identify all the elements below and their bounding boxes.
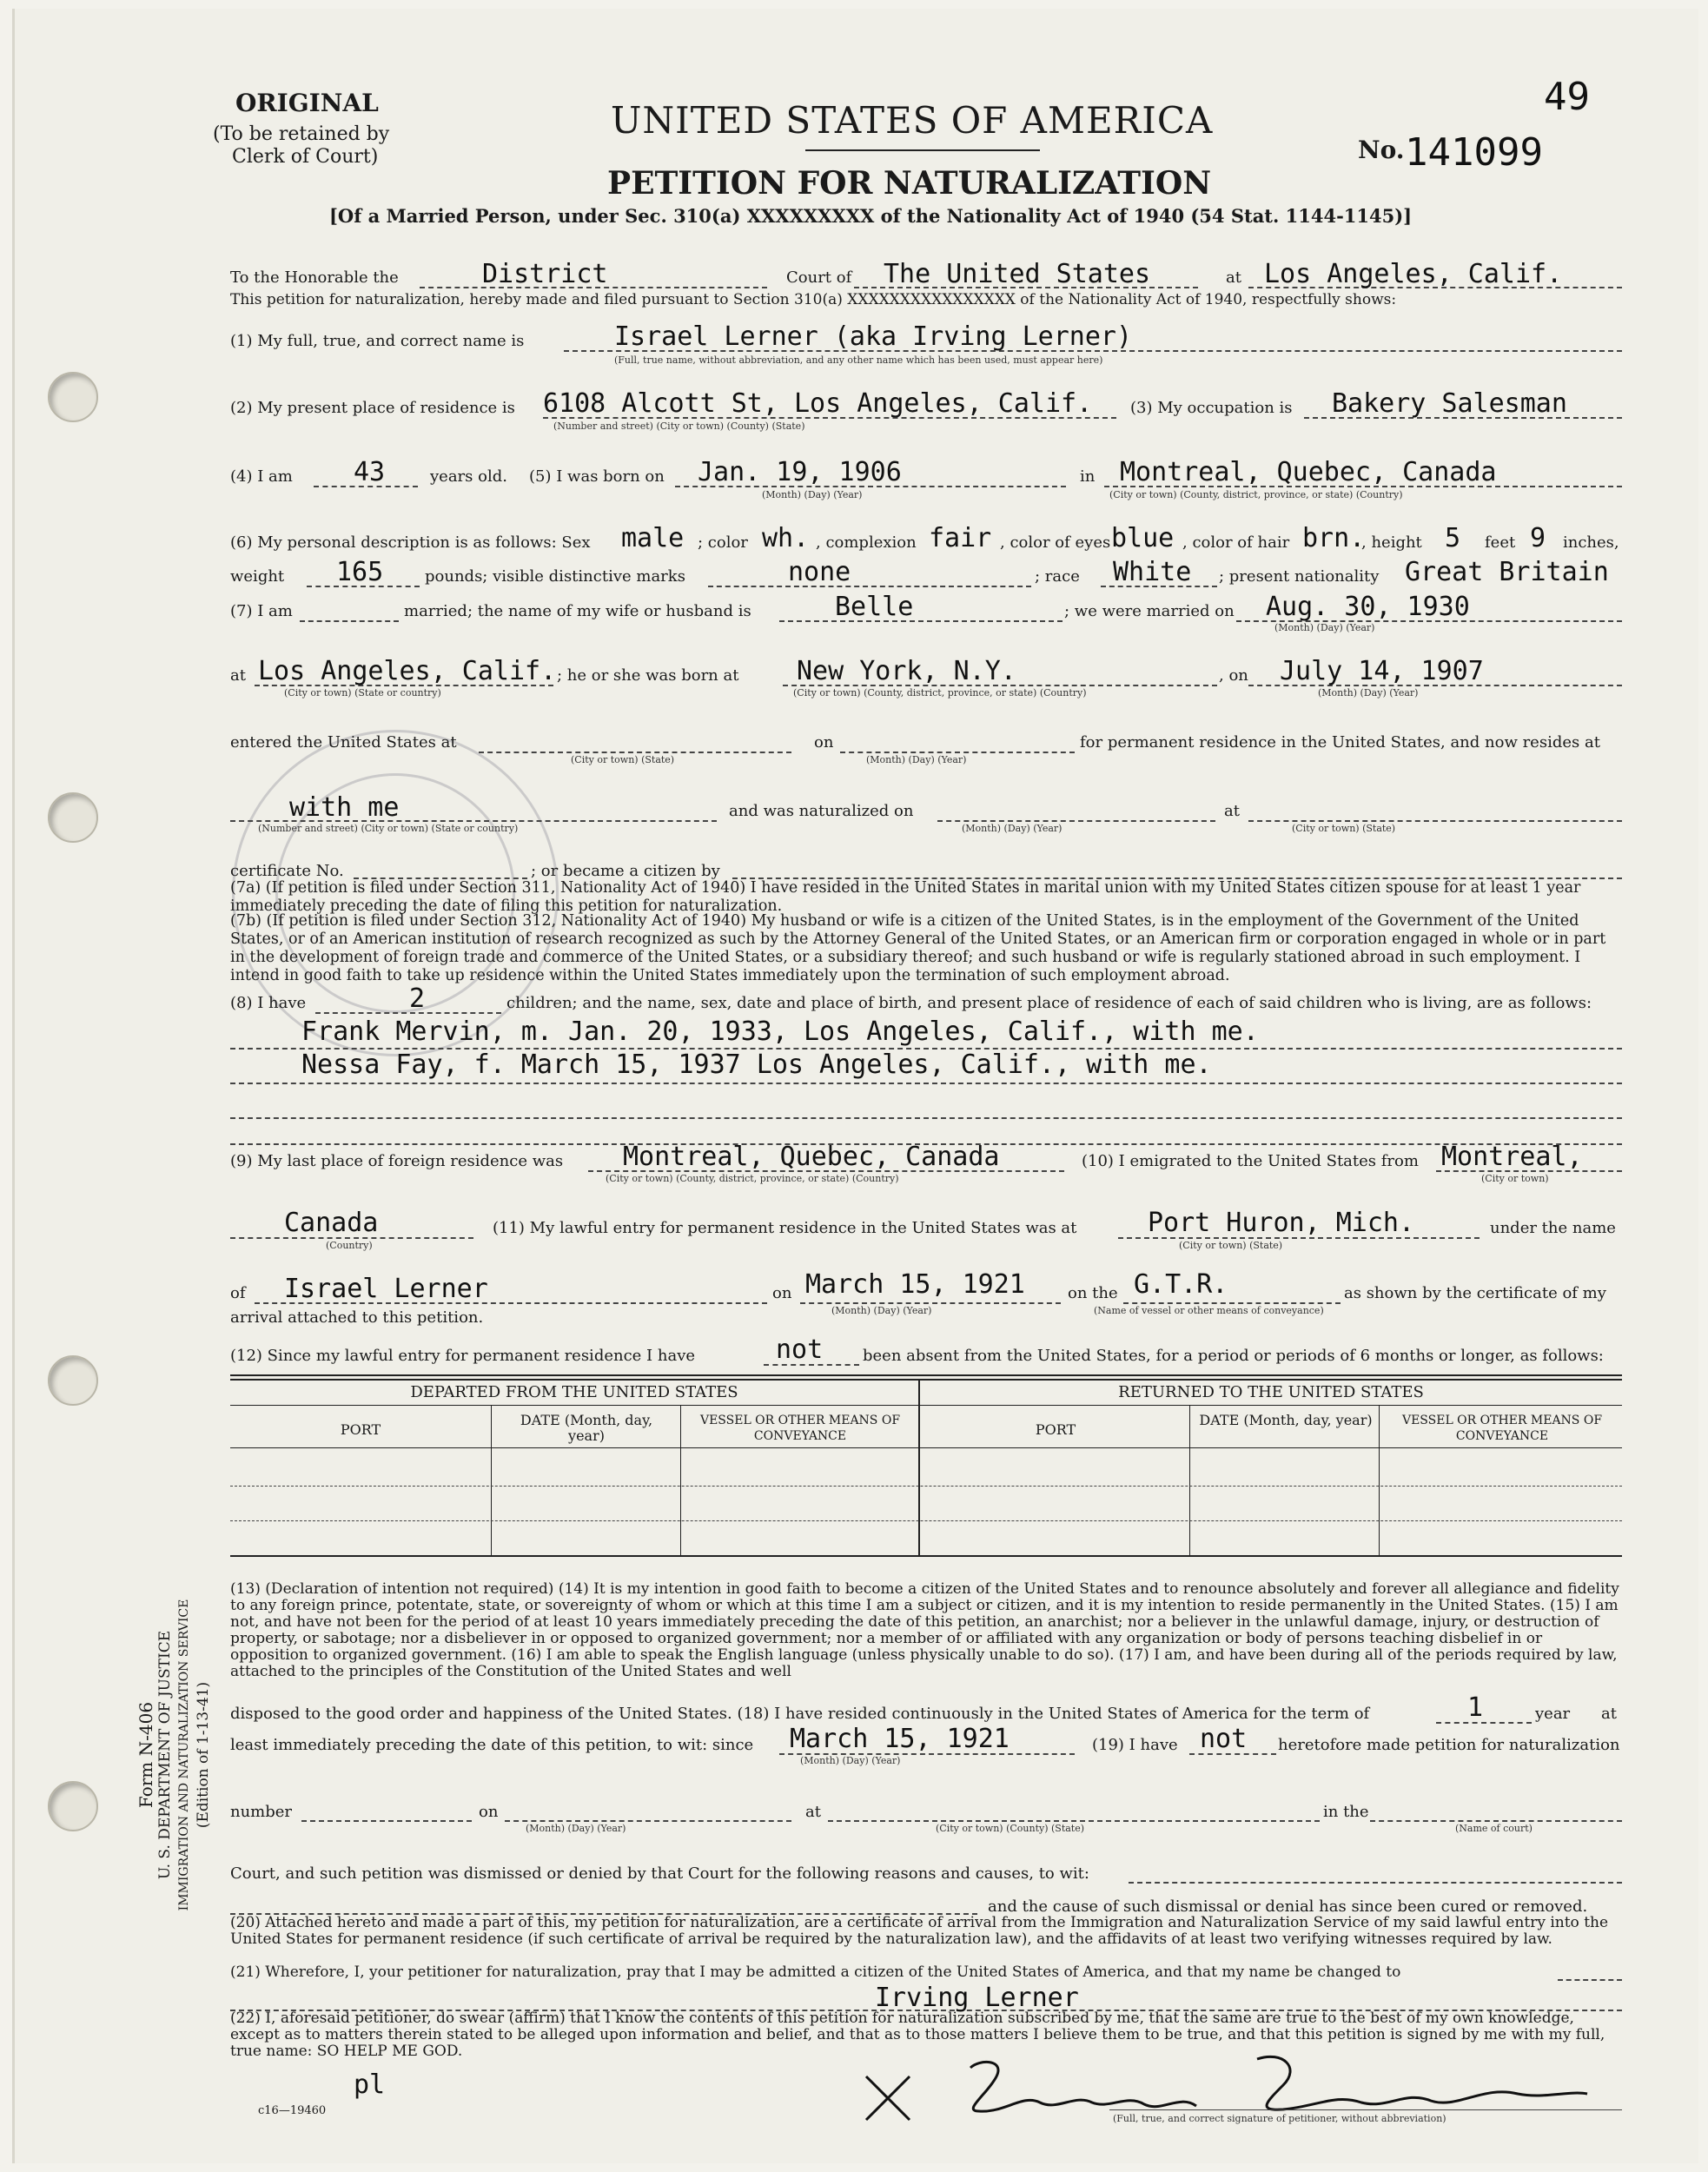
nat-at-label: at bbox=[1224, 802, 1240, 820]
married-at: Los Angeles, Calif. bbox=[258, 656, 557, 686]
residence-note: (Number and street) (City or town) (County) (State) bbox=[553, 420, 805, 432]
sidebar-service: IMMIGRATION AND NATURALIZATION SERVICE bbox=[177, 1599, 191, 1911]
complexion-label: , complexion bbox=[816, 533, 917, 552]
entry-label: (11) My lawful entry for permanent residence in the United States was at bbox=[493, 1219, 1077, 1237]
declarations-13-17: (13) (Declaration of intention not required) (14) It is my intention in good faith to become a citizen of the United States and to renounce absolutely and forever all allegiance and fidelity to any foreign prince, potentate, state, or sovereignty of whom or which at this time I am a subject or citizen, and it is my intention to reside permanently in the United States. (15) I am not, and have not been for the period of at least 10 years immediately preceding the date of this petition, an anarchist; nor a believer in the unlawful damage, injury, or destruction of property, or sabotage; nor a disbeliever in or opposed to organized government; nor a member of or affiliated with any organization or body of persons teaching disbelief in or opposition to organized government. (16) I am able to speak the English language (unless physically unable to do so). (17) I am, and have been during all of the periods required by law, attached to the principles of the Constitution of the United States and well bbox=[230, 1580, 1619, 1680]
punch-hole bbox=[48, 1355, 98, 1406]
table-row bbox=[230, 1486, 1622, 1487]
nat-at-line bbox=[1248, 820, 1622, 822]
color: wh. bbox=[762, 523, 810, 553]
marks-line bbox=[708, 586, 1031, 587]
page-number: 49 bbox=[1544, 75, 1590, 119]
line18-a: disposed to the good order and happiness of the United States. (18) I have resided continuously in the United States of America for the term of bbox=[230, 1705, 1370, 1723]
eyes: blue bbox=[1111, 523, 1175, 553]
under-name-label: under the name bbox=[1490, 1219, 1616, 1237]
complexion: fair bbox=[929, 523, 992, 553]
age-suffix: years old. bbox=[430, 467, 507, 486]
table-divider bbox=[918, 1380, 920, 1556]
race-label: ; race bbox=[1035, 567, 1080, 586]
signature-note: (Full, true, and correct signature of petitioner, without abbreviation) bbox=[1113, 2113, 1447, 2124]
spouse-birthdate-note: (Month) (Day) (Year) bbox=[1318, 687, 1419, 699]
emigrated-note: (City or town) bbox=[1481, 1173, 1549, 1184]
court-at-label: at bbox=[1226, 268, 1241, 287]
emigrated-label: (10) I emigrated to the United States from bbox=[1082, 1152, 1419, 1170]
married-label: married; the name of my wife or husband is bbox=[404, 602, 751, 620]
entry-place-note: (City or town) (State) bbox=[1179, 1240, 1283, 1251]
on-the-label: on the bbox=[1068, 1284, 1118, 1302]
spouse-on-label: , on bbox=[1219, 666, 1248, 685]
residence: 6108 Alcott St, Los Angeles, Calif. bbox=[543, 388, 1093, 419]
title-rule bbox=[805, 149, 1040, 151]
marriage-label: (7) I am bbox=[230, 602, 293, 620]
birth-date-note: (Month) (Day) (Year) bbox=[762, 489, 863, 500]
sidebar-edition: (Edition of 1-13-41) bbox=[195, 1681, 212, 1829]
marriage-blank bbox=[300, 620, 399, 622]
since-note: (Month) (Day) (Year) bbox=[800, 1755, 901, 1766]
naturalized-label: and was naturalized on bbox=[729, 802, 914, 820]
table-col-rule bbox=[1379, 1405, 1380, 1556]
marks: none bbox=[788, 557, 851, 587]
court-of-value: The United States bbox=[884, 259, 1151, 289]
petition-subtitle: [Of a Married Person, under Sec. 310(a) XXXXXXXXX of the Nationality Act of 1940 (54 Stat. 1144-1145)] bbox=[329, 205, 1413, 227]
name-label: (1) My full, true, and correct name is bbox=[230, 332, 525, 350]
line18-b: year bbox=[1535, 1705, 1571, 1723]
signature-text bbox=[1118, 2087, 1124, 2088]
resides: with me bbox=[289, 792, 400, 823]
children-suffix: children; and the name, sex, date and place of birth, and present place of residence of each of said children who is living, are as follows: bbox=[506, 994, 1592, 1012]
entry-date: March 15, 1921 bbox=[805, 1269, 1025, 1300]
line19-suffix: heretofore made petition for naturalization bbox=[1278, 1736, 1620, 1754]
table-top-rule-2 bbox=[230, 1379, 1622, 1381]
prior-on-line bbox=[505, 1820, 791, 1822]
departed-header: DEPARTED FROM THE UNITED STATES bbox=[410, 1383, 738, 1401]
years-resided: 1 bbox=[1467, 1692, 1484, 1723]
entered-note: (City or town) (State) bbox=[571, 754, 675, 765]
new-name: Irving Lerner bbox=[875, 1983, 1079, 2013]
since-date: March 15, 1921 bbox=[790, 1724, 1010, 1754]
dismissed-label: Court, and such petition was dismissed or denied by that Court for the following reasons and causes, to wit: bbox=[230, 1864, 1089, 1883]
birth-place: Montreal, Quebec, Canada bbox=[1120, 457, 1497, 487]
child-1: Frank Mervin, m. Jan. 20, 1933, Los Angeles, Calif., with me. bbox=[301, 1016, 1259, 1047]
in-label: in bbox=[1080, 467, 1096, 486]
married-at-note: (City or town) (State or country) bbox=[284, 687, 441, 699]
court-name-blank bbox=[1370, 1820, 1622, 1822]
court-location: Los Angeles, Calif. bbox=[1264, 259, 1563, 289]
prior-at-note: (City or town) (County) (State) bbox=[936, 1823, 1085, 1834]
child-2: Nessa Fay, f. March 15, 1937 Los Angeles, Calif., with me. bbox=[301, 1050, 1212, 1080]
petition-title: PETITION FOR NATURALIZATION bbox=[607, 165, 1212, 202]
table-col-rule bbox=[1189, 1405, 1190, 1556]
spouse-birthdate: July 14, 1907 bbox=[1280, 656, 1484, 686]
court-name: District bbox=[482, 259, 608, 289]
last-residence-note: (City or town) (County, district, province, or state) (Country) bbox=[606, 1173, 899, 1184]
prior-on-label: on bbox=[479, 1803, 499, 1821]
spouse-name: Belle bbox=[835, 592, 914, 622]
color-label: ; color bbox=[698, 533, 748, 552]
vessel-line bbox=[1123, 1302, 1341, 1304]
col-date-departed: DATE (Month, day, year) bbox=[520, 1412, 653, 1444]
petition-page bbox=[12, 9, 1698, 2163]
col-vessel-departed: VESSEL OR OTHER MEANS OF CONVEYANCE bbox=[699, 1414, 901, 1443]
entered-on-label: on bbox=[814, 733, 834, 752]
shown-label: as shown by the certificate of my bbox=[1344, 1284, 1606, 1302]
last-residence-label: (9) My last place of foreign residence was bbox=[230, 1152, 564, 1170]
entry-of-label: of bbox=[230, 1284, 246, 1302]
age: 43 bbox=[354, 457, 386, 487]
pounds-label: pounds; visible distinctive marks bbox=[425, 567, 685, 586]
entry-on-label: on bbox=[772, 1284, 792, 1302]
married-at-label: at bbox=[230, 666, 246, 685]
entry-date-note: (Month) (Day) (Year) bbox=[831, 1305, 932, 1316]
height-feet: 5 bbox=[1445, 523, 1461, 553]
age-label: (4) I am bbox=[230, 467, 293, 486]
table-col-rule bbox=[680, 1405, 681, 1556]
emigrated-country: Canada bbox=[284, 1208, 379, 1238]
child-line bbox=[230, 1083, 1622, 1084]
residence-label: (2) My present place of residence is bbox=[230, 399, 515, 417]
name-note: (Full, true name, without abbreviation, and any other name which has been used, must appear here) bbox=[614, 354, 1103, 366]
col-port-departed: PORT bbox=[340, 1421, 381, 1438]
in-the-label: in the bbox=[1323, 1803, 1369, 1821]
nationality-label: ; present nationality bbox=[1219, 567, 1380, 586]
hair-label: , color of hair bbox=[1182, 533, 1290, 552]
dismissed-line bbox=[1129, 1882, 1622, 1884]
table-col-rule bbox=[491, 1405, 492, 1556]
entered-on-note: (Month) (Day) (Year) bbox=[866, 754, 967, 765]
to-honorable-label: To the Honorable the bbox=[230, 268, 399, 287]
emigrated-from: Montreal, bbox=[1441, 1142, 1583, 1172]
born-label: (5) I was born on bbox=[529, 467, 665, 486]
section-20: (20) Attached hereto and made a part of this, my petition for naturalization, are a certificate of arrival from the Immigration and Naturalization Service of my said lawful entry into the United States for permanent residence (if such certificate of arrival be required by the naturalization law), and the affidavits of at least two verifying witnesses required by law. bbox=[230, 1914, 1609, 1948]
sex: male bbox=[621, 523, 685, 553]
married-on-note: (Month) (Day) (Year) bbox=[1274, 622, 1375, 633]
spouse-birthplace-note: (City or town) (County, district, province, or state) (Country) bbox=[793, 687, 1087, 699]
height-inches: 9 bbox=[1530, 523, 1546, 553]
entry-name: Israel Lerner bbox=[284, 1274, 488, 1304]
form-code: c16—19460 bbox=[258, 2104, 327, 2117]
years-line bbox=[1436, 1722, 1532, 1724]
section-22: (22) I, aforesaid petitioner, do swear (affirm) that I know the contents of this petition for naturalization subscribed by me, that the same are true to the best of my own knowledge, except as to matters therein stated to be alleged upon information and belief, and that as to those matters I believe them to be true, and that this petition is signed by me with my full, true name: SO HELP ME GOD. bbox=[230, 2010, 1605, 2060]
married-on: Aug. 30, 1930 bbox=[1266, 592, 1470, 622]
children-count-line bbox=[315, 1012, 501, 1014]
number-line bbox=[301, 1820, 472, 1822]
original-note-1: (To be retained by bbox=[213, 123, 390, 145]
table-header-rule bbox=[230, 1405, 1622, 1406]
weight: 165 bbox=[336, 557, 384, 587]
table-bottom-rule bbox=[230, 1555, 1622, 1557]
original-label: ORIGINAL bbox=[235, 89, 379, 117]
children-count: 2 bbox=[409, 983, 426, 1014]
entry-place: Port Huron, Mich. bbox=[1148, 1208, 1415, 1238]
punch-hole bbox=[48, 1781, 98, 1831]
section-7b: (7b) (If petition is filed under Section 312, Nationality Act of 1940) My husband or wife is a citizen of the United States, is in the employment of the Government of the United States, or of an American institution of research recognized as such by the Attorney General of the United States, or an American firm or corporation engaged in whole or in part in the development of foreign trade and commerce of the United States, or a subsidiary thereof; and such husband or wife is regularly stationed abroad in such employment. I intend in good faith to take up residence within the United States immediately upon the termination of such employment abroad. bbox=[230, 912, 1606, 984]
section-21-line bbox=[1558, 1979, 1622, 1981]
punch-hole bbox=[48, 372, 98, 422]
returned-header: RETURNED TO THE UNITED STATES bbox=[1118, 1383, 1424, 1401]
prior-petition: not bbox=[1200, 1724, 1248, 1754]
hair: brn. bbox=[1302, 523, 1366, 553]
race: White bbox=[1113, 557, 1192, 587]
prior-at-label: at bbox=[805, 1803, 821, 1821]
cured-label: and the cause of such dismissal or denial has since been cured or removed. bbox=[988, 1897, 1588, 1916]
eyes-label: , color of eyes bbox=[1000, 533, 1111, 552]
spouse-born-label: ; he or she was born at bbox=[557, 666, 739, 685]
children-label: (8) I have bbox=[230, 994, 307, 1012]
citizen-by-label: ; or became a citizen by bbox=[531, 862, 720, 880]
country-title: UNITED STATES OF AMERICA bbox=[611, 99, 1214, 142]
entered-label: entered the United States at bbox=[230, 733, 457, 752]
occupation-label: (3) My occupation is bbox=[1130, 399, 1293, 417]
nat-at-note: (City or town) (State) bbox=[1292, 823, 1396, 834]
col-vessel-returned: VESSEL OR OTHER MEANS OF CONVEYANCE bbox=[1401, 1414, 1603, 1443]
inches-label: inches, bbox=[1563, 533, 1619, 552]
section-7a: (7a) (If petition is filed under Section 311, Nationality Act of 1940) I have resided in the United States in marital union with my United States citizen spouse for at least 1 year immediately preceding the date of filing this petition for naturalization. bbox=[230, 879, 1581, 915]
nationality: Great Britain bbox=[1405, 557, 1609, 587]
naturalized-line bbox=[937, 820, 1215, 822]
original-note-2: Clerk of Court) bbox=[232, 146, 379, 168]
form-sidebar bbox=[136, 1590, 213, 1920]
signature-line bbox=[1109, 2109, 1622, 2110]
certificate-label: certificate No. bbox=[230, 862, 344, 880]
prior-at-line bbox=[828, 1820, 1320, 1822]
feet-label: feet bbox=[1485, 533, 1516, 552]
absence-suffix: been absent from the United States, for a period or periods of 6 months or longer, as follows: bbox=[863, 1347, 1604, 1365]
married-on-label: ; we were married on bbox=[1064, 602, 1235, 620]
arrival-label: arrival attached to this petition. bbox=[230, 1308, 484, 1327]
petition-number: 141099 bbox=[1405, 130, 1543, 175]
birth-place-note: (City or town) (County, district, province, or state) (Country) bbox=[1109, 489, 1403, 500]
absence-label: (12) Since my lawful entry for permanent residence I have bbox=[230, 1347, 696, 1365]
country-note: (Country) bbox=[326, 1240, 373, 1251]
vessel: G.T.R. bbox=[1134, 1269, 1228, 1300]
perm-label: for permanent residence in the United States, and now resides at bbox=[1080, 733, 1600, 752]
petition-number-label: No. bbox=[1358, 136, 1405, 164]
vessel-note: (Name of vessel or other means of conveyance) bbox=[1094, 1305, 1324, 1316]
entered-on-line bbox=[840, 752, 1075, 753]
number-label: number bbox=[230, 1803, 293, 1821]
spouse-line bbox=[779, 620, 1063, 622]
weight-label: weight bbox=[230, 567, 285, 586]
col-date-returned: DATE (Month, day, year) bbox=[1199, 1412, 1373, 1428]
birth-date: Jan. 19, 1906 bbox=[698, 457, 902, 487]
section-21: (21) Wherefore, I, your petitioner for naturalization, pray that I may be admitted a citizen of the United States of America, and that my name be changed to bbox=[230, 1963, 1401, 1981]
table-top-rule bbox=[230, 1374, 1622, 1376]
line18-c: at bbox=[1601, 1705, 1617, 1723]
last-residence: Montreal, Quebec, Canada bbox=[623, 1142, 1000, 1172]
table-row bbox=[230, 1520, 1622, 1521]
naturalized-note: (Month) (Day) (Year) bbox=[962, 823, 1063, 834]
full-name: Israel Lerner (aka Irving Lerner) bbox=[614, 321, 1133, 352]
punch-hole bbox=[48, 792, 98, 843]
court-of-label: Court of bbox=[786, 268, 852, 287]
table-col-header-rule bbox=[230, 1447, 1622, 1448]
sidebar-department: U. S. DEPARTMENT OF JUSTICE bbox=[156, 1630, 174, 1880]
resides-note: (Number and street) (City or town) (State or country) bbox=[258, 823, 519, 834]
height-label: , height bbox=[1361, 533, 1422, 552]
court-name-note: (Name of court) bbox=[1455, 1823, 1533, 1834]
absence-value: not bbox=[776, 1334, 824, 1365]
prior-on-note: (Month) (Day) (Year) bbox=[526, 1823, 626, 1834]
spouse-birthplace: New York, N.Y. bbox=[797, 656, 1016, 686]
sidebar-form-number: Form N-406 bbox=[136, 1701, 156, 1809]
description-label: (6) My personal description is as follows: Sex bbox=[230, 533, 591, 552]
col-port-returned: PORT bbox=[1035, 1421, 1076, 1438]
clerk-initials: pl bbox=[354, 2069, 386, 2100]
intro-line: This petition for naturalization, hereby made and filed pursuant to Section 310(a) XXXXXXXXXXXXXXXX of the Nationality Act of 1940, respectfully shows: bbox=[230, 291, 1397, 308]
line18-since-label: least immediately preceding the date of this petition, to wit: since bbox=[230, 1736, 754, 1754]
entered-line bbox=[479, 752, 791, 753]
line19-label: (19) I have bbox=[1092, 1736, 1178, 1754]
child-line bbox=[230, 1117, 1622, 1119]
entry-date-line bbox=[800, 1302, 1061, 1304]
occupation: Bakery Salesman bbox=[1332, 388, 1567, 419]
